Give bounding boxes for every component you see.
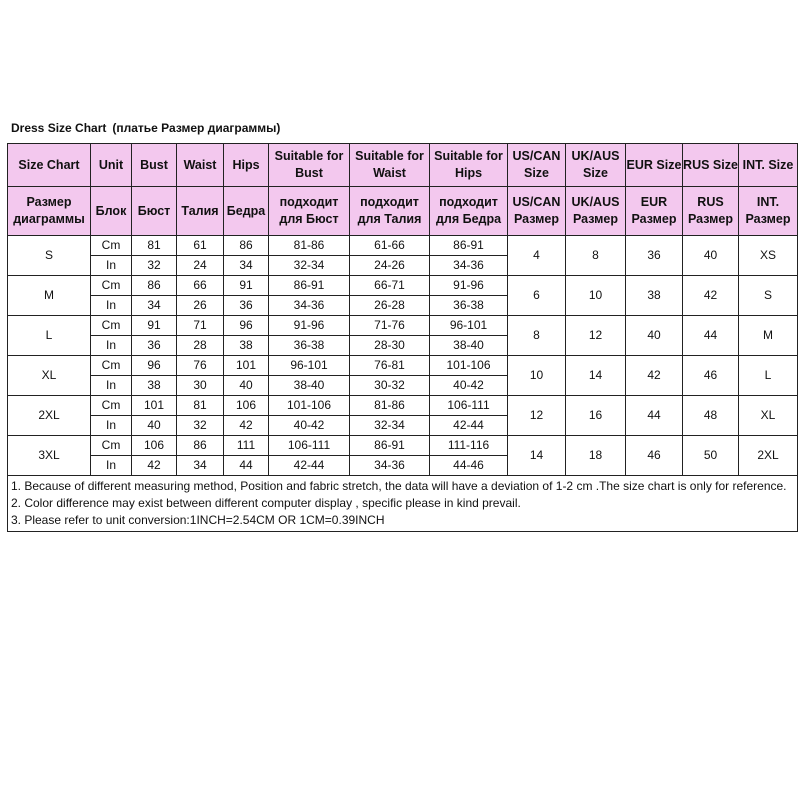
table-cell: 38 bbox=[132, 376, 177, 396]
header-cell-en: Bust bbox=[132, 144, 177, 187]
table-cell: Cm bbox=[91, 316, 132, 336]
table-cell: 86 bbox=[177, 436, 224, 456]
table-cell: 86-91 bbox=[430, 236, 508, 256]
table-cell: In bbox=[91, 376, 132, 396]
header-cell-ru: EUR Размер bbox=[626, 187, 683, 236]
us-size-cell: 8 bbox=[508, 316, 566, 356]
table-cell: 86-91 bbox=[269, 276, 350, 296]
table-cell: In bbox=[91, 296, 132, 316]
table-cell: 61-66 bbox=[350, 236, 430, 256]
size-label-cell: XL bbox=[8, 356, 91, 396]
table-cell: 42-44 bbox=[430, 416, 508, 436]
size-label-cell: S bbox=[8, 236, 91, 276]
table-cell: In bbox=[91, 256, 132, 276]
table-cell: 91-96 bbox=[269, 316, 350, 336]
header-row-en bbox=[8, 144, 798, 187]
us-size-cell: 10 bbox=[508, 356, 566, 396]
table-cell: 40 bbox=[224, 376, 269, 396]
uk-size-cell: 18 bbox=[566, 436, 626, 476]
table-cell: In bbox=[91, 336, 132, 356]
header-cell-ru: RUS Размер bbox=[683, 187, 739, 236]
table-cell: 26 bbox=[177, 296, 224, 316]
table-cell: Cm bbox=[91, 396, 132, 416]
rus-size-cell: 46 bbox=[683, 356, 739, 396]
note-line: 2. Color difference may exist between different computer display , specific please in kind prevail. bbox=[11, 496, 521, 510]
note-line: 3. Please refer to unit conversion:1INCH=2.54CM OR 1CM=0.39INCH bbox=[11, 513, 385, 527]
eur-size-cell: 42 bbox=[626, 356, 683, 396]
table-cell: 81 bbox=[177, 396, 224, 416]
header-cell-en: Size Chart bbox=[8, 144, 91, 187]
header-cell-en: Suitable for Bust bbox=[269, 144, 350, 187]
table-cell: 28 bbox=[177, 336, 224, 356]
table-cell: 34-36 bbox=[269, 296, 350, 316]
eur-size-cell: 44 bbox=[626, 396, 683, 436]
eur-size-cell: 40 bbox=[626, 316, 683, 356]
rus-size-cell: 44 bbox=[683, 316, 739, 356]
table-cell: 36 bbox=[132, 336, 177, 356]
table-cell: 32 bbox=[132, 256, 177, 276]
header-row-ru bbox=[8, 187, 798, 236]
table-cell: 76 bbox=[177, 356, 224, 376]
table-cell: 86 bbox=[224, 236, 269, 256]
table-cell: 81 bbox=[132, 236, 177, 256]
table-cell: 101-106 bbox=[430, 356, 508, 376]
uk-size-cell: 12 bbox=[566, 316, 626, 356]
uk-size-cell: 8 bbox=[566, 236, 626, 276]
notes-cell bbox=[8, 476, 798, 532]
us-size-cell: 4 bbox=[508, 236, 566, 276]
int-size-cell: M bbox=[739, 316, 798, 356]
table-cell: Cm bbox=[91, 436, 132, 456]
size-label-cell: 2XL bbox=[8, 396, 91, 436]
table-cell: 32-34 bbox=[350, 416, 430, 436]
us-size-cell: 12 bbox=[508, 396, 566, 436]
table-cell: 106 bbox=[224, 396, 269, 416]
table-row-cm bbox=[8, 436, 798, 456]
table-cell: 81-86 bbox=[269, 236, 350, 256]
table-cell: 101 bbox=[224, 356, 269, 376]
table-cell: 91 bbox=[224, 276, 269, 296]
header-cell-en: Hips bbox=[224, 144, 269, 187]
table-cell: 42-44 bbox=[269, 456, 350, 476]
table-cell: 61 bbox=[177, 236, 224, 256]
table-row-cm bbox=[8, 396, 798, 416]
table-cell: 24-26 bbox=[350, 256, 430, 276]
table-cell: 81-86 bbox=[350, 396, 430, 416]
uk-size-cell: 14 bbox=[566, 356, 626, 396]
table-cell: Cm bbox=[91, 276, 132, 296]
header-cell-ru: Размер диаграммы bbox=[8, 187, 91, 236]
table-cell: Cm bbox=[91, 356, 132, 376]
us-size-cell: 6 bbox=[508, 276, 566, 316]
table-row-cm bbox=[8, 356, 798, 376]
rus-size-cell: 40 bbox=[683, 236, 739, 276]
header-cell-ru: подходит для Талия bbox=[350, 187, 430, 236]
table-cell: 111-116 bbox=[430, 436, 508, 456]
us-size-cell: 14 bbox=[508, 436, 566, 476]
table-cell: 30-32 bbox=[350, 376, 430, 396]
size-label-cell: 3XL bbox=[8, 436, 91, 476]
table-cell: 30 bbox=[177, 376, 224, 396]
table-row-cm bbox=[8, 276, 798, 296]
table-cell: 32-34 bbox=[269, 256, 350, 276]
table-cell: 106-111 bbox=[430, 396, 508, 416]
table-cell: 96 bbox=[132, 356, 177, 376]
size-label-cell: L bbox=[8, 316, 91, 356]
header-cell-en: RUS Size bbox=[683, 144, 739, 187]
eur-size-cell: 46 bbox=[626, 436, 683, 476]
header-cell-en: UK/AUS Size bbox=[566, 144, 626, 187]
table-cell: 28-30 bbox=[350, 336, 430, 356]
table-cell: 36-38 bbox=[269, 336, 350, 356]
table-cell: 38-40 bbox=[430, 336, 508, 356]
table-cell: 71 bbox=[177, 316, 224, 336]
table-cell: 96-101 bbox=[430, 316, 508, 336]
rus-size-cell: 42 bbox=[683, 276, 739, 316]
table-cell: 96-101 bbox=[269, 356, 350, 376]
eur-size-cell: 38 bbox=[626, 276, 683, 316]
table-cell: 38 bbox=[224, 336, 269, 356]
header-cell-ru: подходит для Бюст bbox=[269, 187, 350, 236]
table-cell: 71-76 bbox=[350, 316, 430, 336]
table-cell: 40-42 bbox=[430, 376, 508, 396]
table-row-cm bbox=[8, 236, 798, 256]
eur-size-cell: 36 bbox=[626, 236, 683, 276]
table-cell: 86-91 bbox=[350, 436, 430, 456]
table-cell: 86 bbox=[132, 276, 177, 296]
table-cell: In bbox=[91, 456, 132, 476]
uk-size-cell: 16 bbox=[566, 396, 626, 436]
header-cell-en: INT. Size bbox=[739, 144, 798, 187]
header-cell-en: US/CAN Size bbox=[508, 144, 566, 187]
table-cell: 42 bbox=[132, 456, 177, 476]
header-cell-ru: Бюст bbox=[132, 187, 177, 236]
uk-size-cell: 10 bbox=[566, 276, 626, 316]
chart-title-en: Dress Size Chart bbox=[11, 121, 107, 135]
table-cell: 36 bbox=[224, 296, 269, 316]
table-cell: 34 bbox=[132, 296, 177, 316]
header-cell-ru: Талия bbox=[177, 187, 224, 236]
table-cell: 24 bbox=[177, 256, 224, 276]
int-size-cell: XS bbox=[739, 236, 798, 276]
table-cell: 34 bbox=[224, 256, 269, 276]
header-cell-ru: US/CAN Размер bbox=[508, 187, 566, 236]
header-cell-ru: Блок bbox=[91, 187, 132, 236]
table-cell: 96 bbox=[224, 316, 269, 336]
note-line: 1. Because of different measuring method, Position and fabric stretch, the data will have a deviation of 1-2 cm .The size chart is only for reference. bbox=[11, 479, 787, 493]
table-cell: 111 bbox=[224, 436, 269, 456]
header-cell-en: Waist bbox=[177, 144, 224, 187]
table-cell: 91 bbox=[132, 316, 177, 336]
table-cell: 34 bbox=[177, 456, 224, 476]
header-cell-ru: подходит для Бедра bbox=[430, 187, 508, 236]
size-label-cell: M bbox=[8, 276, 91, 316]
table-cell: 42 bbox=[224, 416, 269, 436]
header-cell-en: EUR Size bbox=[626, 144, 683, 187]
table-cell: 101-106 bbox=[269, 396, 350, 416]
table-cell: 26-28 bbox=[350, 296, 430, 316]
table-cell: 44-46 bbox=[430, 456, 508, 476]
header-cell-ru: INT. Размер bbox=[739, 187, 798, 236]
rus-size-cell: 48 bbox=[683, 396, 739, 436]
header-cell-ru: Бедра bbox=[224, 187, 269, 236]
table-cell: 76-81 bbox=[350, 356, 430, 376]
table-cell: 106 bbox=[132, 436, 177, 456]
notes-row bbox=[8, 476, 798, 532]
header-cell-en: Suitable for Waist bbox=[350, 144, 430, 187]
table-cell: 40 bbox=[132, 416, 177, 436]
table-cell: 34-36 bbox=[350, 456, 430, 476]
table-cell: 44 bbox=[224, 456, 269, 476]
rus-size-cell: 50 bbox=[683, 436, 739, 476]
table-cell: 101 bbox=[132, 396, 177, 416]
table-cell: 34-36 bbox=[430, 256, 508, 276]
header-cell-en: Unit bbox=[91, 144, 132, 187]
table-cell: Cm bbox=[91, 236, 132, 256]
table-cell: 40-42 bbox=[269, 416, 350, 436]
int-size-cell: L bbox=[739, 356, 798, 396]
table-row-cm bbox=[8, 316, 798, 336]
chart-title bbox=[11, 121, 280, 135]
chart-title-ru: (платье Размер диаграммы) bbox=[112, 121, 281, 135]
table-cell: 32 bbox=[177, 416, 224, 436]
header-cell-en: Suitable for Hips bbox=[430, 144, 508, 187]
table-cell: 106-111 bbox=[269, 436, 350, 456]
int-size-cell: 2XL bbox=[739, 436, 798, 476]
table-cell: 38-40 bbox=[269, 376, 350, 396]
int-size-cell: XL bbox=[739, 396, 798, 436]
table-cell: 91-96 bbox=[430, 276, 508, 296]
table-cell: In bbox=[91, 416, 132, 436]
table-cell: 66-71 bbox=[350, 276, 430, 296]
table-cell: 36-38 bbox=[430, 296, 508, 316]
table-cell: 66 bbox=[177, 276, 224, 296]
size-chart-table bbox=[7, 143, 798, 532]
header-cell-ru: UK/AUS Размер bbox=[566, 187, 626, 236]
int-size-cell: S bbox=[739, 276, 798, 316]
